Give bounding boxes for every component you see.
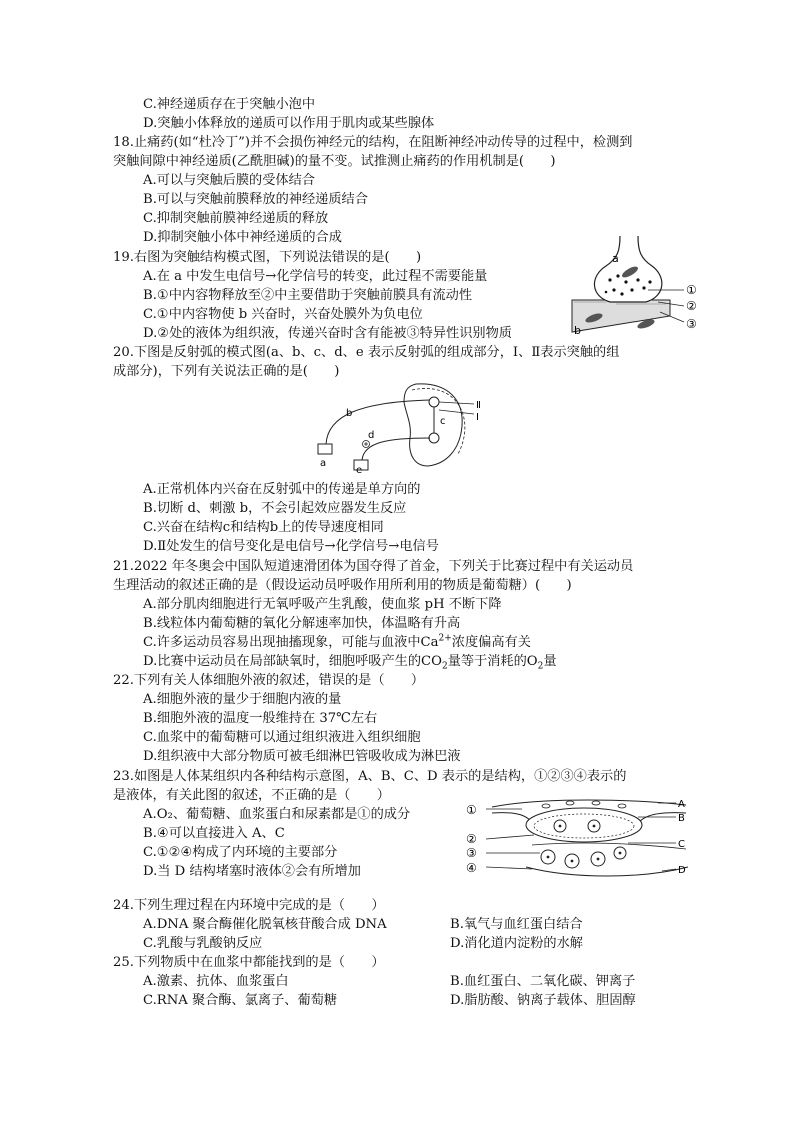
q19-option-d: D.②处的液体为组织液，传递兴奋时含有能被③特异性识别物质 xyxy=(143,326,512,341)
q18-option-a: A.可以与突触后膜的受体结合 xyxy=(143,173,315,188)
reflex-label-e: e xyxy=(356,465,363,474)
reflex-label-b: b xyxy=(346,408,353,419)
tissue-structure-diagram xyxy=(462,795,696,881)
q21-option-d: D.比赛中运动员在局部缺氧时，细胞呼吸产生的$CO_2$量等于消耗的$O_2$量 xyxy=(143,654,557,672)
synapse-diagram xyxy=(566,232,706,340)
q22-option-b: B.细胞外液的温度一般维持在 37℃左右 xyxy=(143,711,378,726)
vessel-shape xyxy=(526,808,642,842)
q23-stem-line2: 是液体，有关此图的叙述，不正确的是（ ） xyxy=(113,788,390,803)
q24-option-a: A.DNA 聚合酶催化脱氧核苷酸合成 DNA xyxy=(143,917,387,932)
q20-option-d: D.Ⅱ处发生的信号变化是电信号→化学信号→电信号 xyxy=(143,539,439,554)
q24-option-c: C.乳酸与乳酸钠反应 xyxy=(143,936,263,951)
q21-option-c: C.许多运动员容易出现抽搐现象，可能与血液中$Ca^{2+}$浓度偏高有关 xyxy=(143,633,531,650)
q20-option-c: C.兴奋在结构c和结构b上的传导速度相同 xyxy=(143,520,384,535)
q18-stem-line2: 突触间隙中神经递质(乙酰胆碱)的量不变。试推测止痛药的作用机制是( ) xyxy=(113,154,556,169)
q20-stem-line1: 20.下图是反射弧的模式图(a、b、c、d、e 表示反射弧的组成部分，Ⅰ、Ⅱ表示突触的组 xyxy=(113,345,620,360)
q18-stem-line1: 18.止痛药(如“杜冷丁”)并不会损伤神经元的结构，在阻断神经冲动传导的过程中，检测到 xyxy=(113,135,633,150)
q17-option-c: C.神经递质存在于突触小泡中 xyxy=(143,97,316,112)
tissue-label-B: B xyxy=(678,813,685,824)
q23-stem-line1: 23.如图是人体某组织内各种结构示意图，A、B、C、D 表示的是结构，①②③④表示的 xyxy=(113,769,627,784)
tissue-label-2: ② xyxy=(466,832,477,846)
tissue-label-D: D xyxy=(678,865,686,876)
q22-option-d: D.组织液中大部分物质可被毛细淋巴管吸收成为淋巴液 xyxy=(143,749,461,764)
q24-stem: 24.下列生理过程在内环境中完成的是（ ） xyxy=(113,898,385,913)
q25-option-b: B.血红蛋白、二氧化碳、钾离子 xyxy=(450,974,636,989)
reflex-label-c: c xyxy=(440,416,446,427)
q22-option-c: C.血浆中的葡萄糖可以通过组织液进入组织细胞 xyxy=(143,730,421,745)
q21-option-b: B.线粒体内葡萄糖的氧化分解速率加快，体温略有升高 xyxy=(143,616,461,631)
synapse-label-a: a xyxy=(612,252,619,265)
postsynaptic-membrane-shape xyxy=(572,300,670,332)
synapse-label-1: ① xyxy=(686,283,697,297)
q24-option-d: D.消化道内淀粉的水解 xyxy=(450,936,583,951)
synapse-label-3: ③ xyxy=(686,317,697,331)
tissue-label-1: ① xyxy=(466,803,477,817)
q18-option-b: B.可以与突触前膜释放的神经递质结合 xyxy=(143,192,368,207)
q24-option-b: B.氧气与血红蛋白结合 xyxy=(450,917,583,932)
tissue-label-A: A xyxy=(678,799,685,810)
tissue-cells xyxy=(541,847,626,868)
q22-stem: 22.下列有关人体细胞外液的叙述，错误的是（ ） xyxy=(113,673,425,688)
tissue-label-C: C xyxy=(678,839,685,850)
q25-option-d: D.脂肪酸、钠离子载体、胆固醇 xyxy=(450,993,636,1008)
tissue-label-3: ③ xyxy=(466,846,477,860)
q19-option-a: A.在 a 中发生电信号→化学信号的转变，此过程不需要能量 xyxy=(143,269,488,284)
q18-option-d: D.抑制突触小体中神经递质的合成 xyxy=(143,230,342,245)
spinal-cord-shape xyxy=(404,384,462,466)
q23-option-a: A.O₂、葡萄糖、血浆蛋白和尿素都是①的成分 xyxy=(143,807,411,822)
q25-option-a: A.激素、抗体、血浆蛋白 xyxy=(143,974,289,989)
reflex-label-II: Ⅱ xyxy=(476,400,481,411)
q20-option-a: A.正常机体内兴奋在反射弧中的传递是单方向的 xyxy=(143,482,421,497)
q21-stem-line2: 生理活动的叙述正确的是（假设运动员呼吸作用所利用的物质是葡萄糖）( ) xyxy=(113,578,572,593)
q19-option-b: B.①中内容物释放至②中主要借助于突触前膜具有流动性 xyxy=(143,288,473,303)
tissue-label-4: ④ xyxy=(466,861,477,875)
q18-option-c: C.抑制突触前膜神经递质的释放 xyxy=(143,211,329,226)
q21-stem-line1: 21.2022 年冬奥会中国队短道速滑团体为国夺得了首金，下列关于比赛过程中有关运动员 xyxy=(113,559,634,574)
synapse-label-b: b xyxy=(574,324,581,337)
reflex-label-I: Ⅰ xyxy=(476,412,479,423)
q22-option-a: A.细胞外液的量少于细胞内液的量 xyxy=(143,692,342,707)
q17-option-d: D.突触小体释放的递质可以作用于肌肉或某些腺体 xyxy=(143,116,435,131)
q23-option-c: C.①②④构成了内环境的主要部分 xyxy=(143,845,338,860)
q19-option-c: C.①中内容物使 b 兴奋时，兴奋处膜外为负电位 xyxy=(143,307,423,322)
q25-stem: 25.下列物质中在血浆中都能找到的是（ ） xyxy=(113,955,385,970)
q23-option-d: D.当 D 结构堵塞时液体②会有所增加 xyxy=(143,864,361,879)
axon-terminal-shape xyxy=(594,236,661,302)
q20-option-b: B.切断 d、刺激 b，不会引起效应器发生反应 xyxy=(143,501,407,516)
synapse-label-2: ② xyxy=(686,299,697,313)
q21-option-a: A.部分肌肉细胞进行无氧呼吸产生乳酸，使血浆 pH 不断下降 xyxy=(143,597,502,612)
reflex-arc-diagram xyxy=(308,380,494,474)
reflex-label-a: a xyxy=(320,458,327,469)
q25-option-c: C.RNA 聚合酶、氯离子、葡萄糖 xyxy=(143,993,338,1008)
reflex-label-d: d xyxy=(368,430,375,441)
q23-option-b: B.④可以直接进入 A、C xyxy=(143,826,285,841)
q20-stem-line2: 成部分)，下列有关说法正确的是( ) xyxy=(113,364,340,379)
receptor-box xyxy=(318,444,332,454)
q19-stem: 19.右图为突触结构模式图，下列说法错误的是( ) xyxy=(113,250,422,265)
